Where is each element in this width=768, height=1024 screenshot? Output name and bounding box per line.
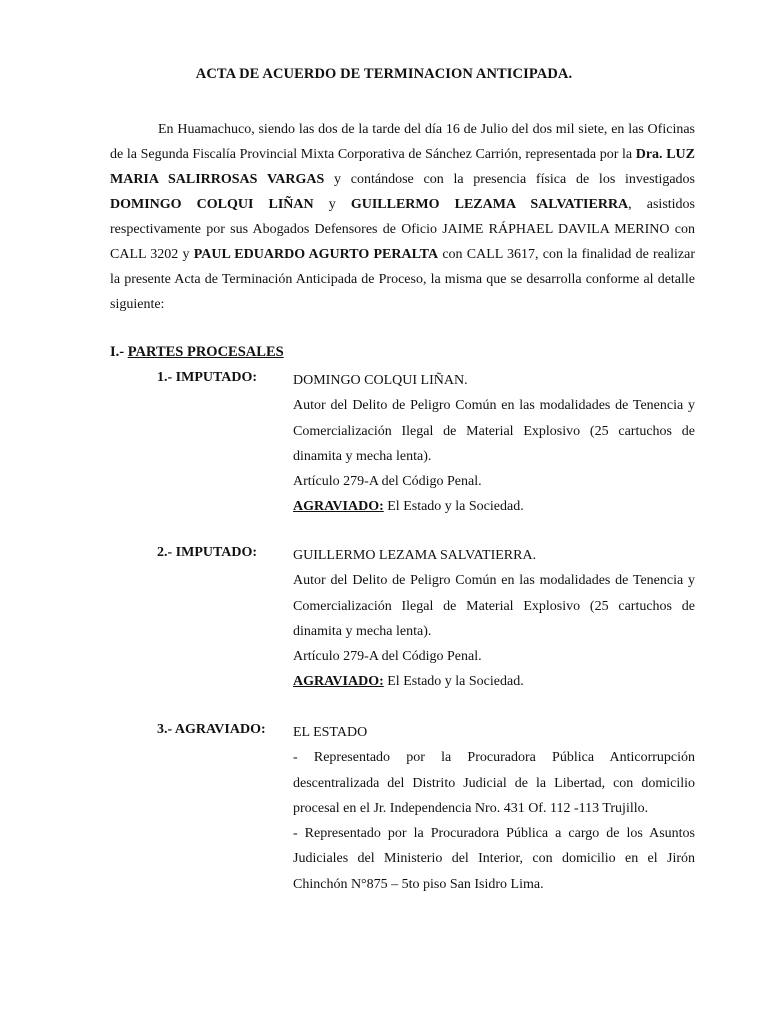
party-2-name: GUILLERMO LEZAMA SALVATIERRA. [293, 548, 537, 563]
party-1-body [293, 368, 695, 520]
defendant-1-name: DOMINGO COLQUI LIÑAN [110, 197, 314, 212]
party-3-name: EL ESTADO [293, 725, 368, 740]
party-2-aggrieved [293, 669, 695, 694]
party-2-body [293, 543, 695, 695]
section-number: I.- [110, 344, 128, 360]
party-2-aggrieved-label: AGRAVIADO: [293, 674, 384, 690]
party-3-representative-1: - Representado por la Procuradora Pública Anticorrupción descentralizada del Distrito Judicial de la Libertad, con domicilio procesal en el Jr. Independencia Nro. 431 Of. 112 -113 Trujillo. [293, 750, 695, 816]
party-1-article: Artículo 279-A del Código Penal. [293, 474, 482, 490]
party-2-label: 2.- IMPUTADO: [157, 545, 258, 560]
party-3-representative-2: - Representado por la Procuradora Pública a cargo de los Asuntos Judiciales del Ministerio del Interior, con domicilio en el Jirón Chinchón N°875 – 5to piso San Isidro Lima. [293, 826, 695, 892]
intro-text-2: y contándose con la presencia física de los investigados [324, 172, 696, 187]
prosecutor-name: Dra. LUZ MARIA SALIRROSAS VARGAS [110, 147, 695, 187]
section-heading [110, 344, 284, 361]
defense-lawyer-name: PAUL EDUARDO AGURTO PERALTA [193, 247, 439, 262]
party-3-body [293, 720, 695, 897]
party-1-aggrieved [293, 494, 695, 519]
intro-text-3: y [313, 197, 351, 212]
section-label: PARTES PROCESALES [127, 344, 284, 360]
party-2-article: Artículo 279-A del Código Penal. [293, 649, 482, 665]
defendant-2-name: GUILLERMO LEZAMA SALVATIERRA [350, 197, 629, 212]
party-1-label: 1.- IMPUTADO: [157, 370, 258, 385]
intro-paragraph [110, 117, 695, 317]
intro-text-5: con CALL 3617, con la finalidad de realizar la presente Acta de Terminación Anticipada de Proceso, la misma que se desarrolla conforme al detalle siguiente: [110, 247, 695, 312]
intro-text-4: , asistidos respectivamente por sus Abogados Defensores de Oficio JAIME RÁPHAEL DAVILA MERINO con CALL 3202 y [110, 197, 695, 262]
party-2-aggrieved-value: El Estado y la Sociedad. [383, 674, 524, 690]
party-1-crime: Autor del Delito de Peligro Común en las modalidades de Tenencia y Comercialización Ilegal de Material Explosivo (25 cartuchos de dinamita y mecha lenta). [293, 398, 695, 464]
party-2-crime: Autor del Delito de Peligro Común en las modalidades de Tenencia y Comercialización Ilegal de Material Explosivo (25 cartuchos de dinamita y mecha lenta). [293, 573, 695, 639]
party-1-name: DOMINGO COLQUI LIÑAN. [293, 373, 468, 388]
party-1-aggrieved-value: El Estado y la Sociedad. [383, 499, 524, 515]
intro-text-1: En Huamachuco, siendo las dos de la tarde del día 16 de Julio del dos mil siete, en las Oficinas de la Segunda Fiscalía Provincial Mixta Corporativa de Sánchez Carrión, representada por la [110, 122, 695, 162]
document-title: ACTA DE ACUERDO DE TERMINACION ANTICIPADA. [195, 66, 573, 82]
party-1-aggrieved-label: AGRAVIADO: [293, 499, 384, 515]
party-3-label: 3.- AGRAVIADO: [157, 722, 266, 737]
